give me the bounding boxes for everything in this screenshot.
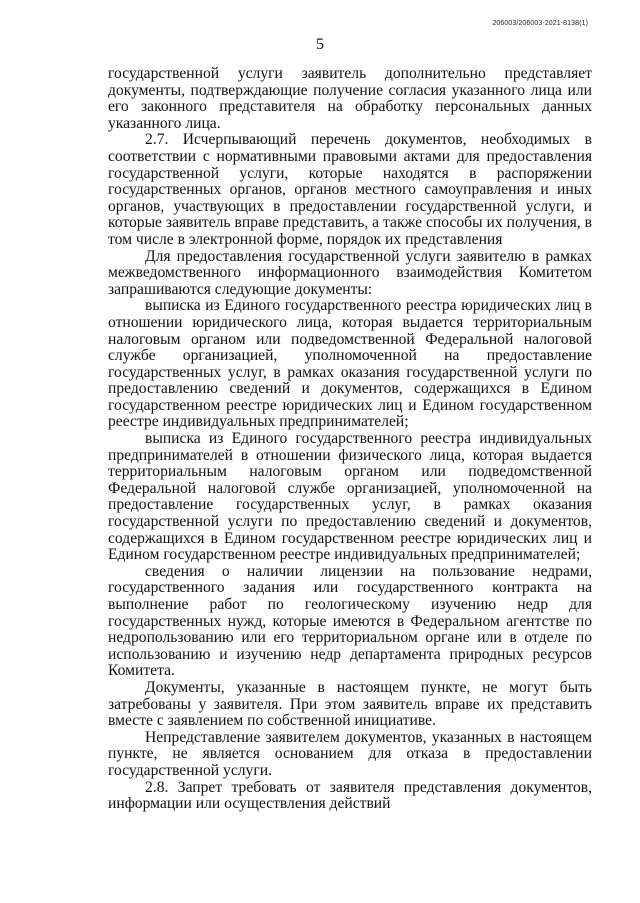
document-body bbox=[108, 66, 592, 813]
document-registration-number: 206003/206003-2021-8138(1) bbox=[492, 20, 588, 27]
paragraph-consent-continuation: государственной услуги заявитель дополнительно представляет документы, подтверждающие получение согласия указанного лица или его законного представителя на обработку персональных данных указанного лица. bbox=[108, 65, 592, 132]
list-item-license-info: сведения о наличии лицензии на пользование недрами, государственного задания или государственного контракта на выполнение работ по геологическому изучению недр для государственных нужд, которые имеются в Федеральном агентстве по недропользованию или его территориальном органе или в отделе по использованию и изучению недр департамента природных ресурсов Комитета. bbox=[108, 562, 592, 680]
paragraph-non-submission: Непредставление заявителем документов, указанных в настоящем пункте, не является основанием для отказа в предоставлении государственной услуги. bbox=[108, 728, 592, 779]
paragraph-documents-not-required: Документы, указанные в настоящем пункте, не могут быть затребованы у заявителя. При этом заявитель вправе их представить вместе с заявлением по собственной инициативе. bbox=[108, 678, 592, 730]
paragraph-interagency-request: Для предоставления государственной услуги заявителю в рамках межведомственного информационного взаимодействия Комитетом запрашиваются следующие документы: bbox=[108, 247, 592, 298]
list-item-egrip-extract: выписка из Единого государственного реестра индивидуальных предпринимателей в отношении физического лица, которая выдается территориальным налоговым органом или подведомственной Федеральной налоговой службе организацией, уполномоченной на предоставление государственных услуг, в рамках оказания государственной услуги по предоставлению сведений и документов, содержащихся в Едином государственном реестре юридических лиц и Едином государственном реестре индивидуальных предпринимателей; bbox=[108, 430, 592, 564]
paragraph-section-2-7: 2.7. Исчерпывающий перечень документов, необходимых в соответствии с нормативными правовыми актами для предоставления государственной услуги, которые находятся в распоряжении государственных органов, органов местного самоуправления и иных органов, участвующих в предоставлении государственной услуги, и которые заявитель вправе представить, а также способы их получения, в том числе в электронной форме, порядок их представления bbox=[108, 131, 592, 248]
page-number: 5 bbox=[316, 36, 324, 53]
list-item-egrul-extract: выписка из Единого государственного реестра юридических лиц в отношении юридического лица, которая выдается территориальным налоговым органом или подведомственной Федеральной налоговой службе организацией, уполномоченной на предоставление государственных услуг, в рамках оказания государственной услуги по предоставлению сведений и документов, содержащихся в Едином государственном реестре юридических лиц и Едином государственном реестре индивидуальных предпринимателей; bbox=[108, 297, 592, 431]
paragraph-section-2-8: 2.8. Запрет требовать от заявителя представления документов, информации или осуществления действий bbox=[108, 778, 592, 813]
